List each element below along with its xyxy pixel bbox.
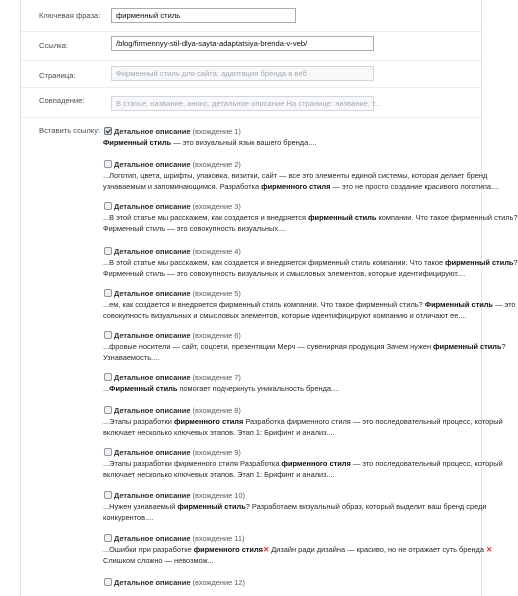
occurrence-header[interactable] [97,373,479,383]
snippet-text: Фирменный стиль — это совокупность визуальных и смысловых элементов, которые идентифицируют.... [103,269,466,278]
occurrence-header[interactable] [97,160,479,170]
match-label: Совпадение: [39,96,85,105]
snippet-keyword: фирменный стиль [308,213,377,222]
occurrence-header[interactable] [97,331,479,341]
occurrence-snippet-line [103,212,518,223]
link-input[interactable]: /blog/firmennyy-stil-dlya-sayta-adaptatsiya-brenda-v-veb/ [111,36,374,51]
snippet-text: Фирменный стиль — это совокупность визуальных.... [103,224,287,233]
occurrence-item [97,406,503,438]
page-row [20,61,481,88]
occurrence-snippet-line [103,341,506,352]
occurrence-checkbox[interactable] [104,289,112,297]
occurrence-header[interactable] [97,406,479,416]
occurrence-snippet-line [103,458,503,469]
occurrence-title: Детальное описание [114,491,191,500]
occurrence-title: Детальное описание [114,373,191,382]
occurrence-checkbox[interactable] [104,127,112,135]
occurrence-header[interactable] [97,448,479,458]
match-field[interactable]: В статье: название, анонс, детальное описание На странице: название, т... [111,96,374,111]
red-cross-icon: ✕ [486,545,493,554]
occurrence-number: (вхождение 12) [192,578,245,587]
page-field[interactable]: Фирменный стиль для сайта: адаптация бренда в веб [111,66,374,81]
occurrence-item [97,247,518,279]
snippet-text: ... [103,384,110,393]
occurrence-number: (вхождение 4) [192,247,241,256]
snippet-text: — это последовательный процесс, который [350,459,503,468]
snippet-keyword: фирменный стиль [177,502,246,511]
red-cross-icon: ✕ [262,545,270,554]
occurrence-checkbox[interactable] [104,202,112,210]
occurrence-title: Детальное описание [114,127,191,136]
occurrence-snippet-line [103,469,479,480]
occurrence-header[interactable] [97,534,479,544]
occurrence-item [97,448,503,480]
snippet-text: совокупность визуальных и смысловых элементов, которые идентифицируют компанию и отличают ее.... [103,311,467,320]
occurrence-title: Детальное описание [114,247,191,256]
occurrence-header[interactable] [97,127,479,137]
snippet-keyword: фирменный стиль [433,342,502,351]
snippet-text: — это не просто создание красивого логотипа.... [330,182,500,191]
occurrence-title: Детальное описание [114,578,191,587]
occurrence-title: Детальное описание [114,448,191,457]
occurrence-checkbox[interactable] [104,373,112,381]
occurrence-snippet-line [103,383,479,394]
occurrence-number: (вхождение 1) [192,127,241,136]
occurrence-checkbox[interactable] [104,406,112,414]
snippet-text: ...фровые носители — сайт, соцсети, презентации Мерч — сувенирная продукция Зачем нужен [103,342,434,351]
occurrence-number: (вхождение 2) [192,160,241,169]
occurrence-checkbox[interactable] [104,491,112,499]
snippet-text: Узнаваемость.... [103,353,160,362]
snippet-text: ...В этой статье мы расскажем, как создается и внедряется фирменный стиль компании. Что такое [103,258,446,267]
occurrence-checkbox[interactable] [104,331,112,339]
occurrence-snippet-line [103,223,479,234]
occurrence-snippet-line [103,170,488,181]
occurrence-snippet-line [103,181,500,192]
occurrence-snippet-line [103,544,493,555]
snippet-text: ? [501,342,506,351]
insert-link-label: Вставить ссылку: [39,126,101,135]
occurrence-number: (вхождение 10) [192,491,245,500]
occurrence-checkbox[interactable] [104,160,112,168]
occurrence-title: Детальное описание [114,534,191,543]
snippet-text: ...В этой статье мы расскажем, как создается и внедряется [103,213,309,222]
occurrence-number: (вхождение 8) [192,406,241,415]
occurrence-header[interactable] [97,491,479,501]
occurrence-snippet-line [103,299,516,310]
occurrence-title: Детальное описание [114,160,191,169]
occurrence-snippet-line [103,352,479,363]
occurrence-item [97,373,479,394]
occurrence-item [97,289,516,321]
snippet-text: ? [513,258,518,267]
occurrence-snippet-line [103,512,479,523]
key-phrase-row [20,0,481,32]
occurrence-header[interactable] [97,578,479,588]
occurrence-title: Детальное описание [114,289,191,298]
occurrence-item [97,534,493,566]
occurrence-item [97,578,479,588]
snippet-keyword: фирменного стиля [261,182,331,191]
key-phrase-label: Ключевая фраза: [39,11,101,20]
occurrence-item [97,160,500,192]
occurrence-title: Детальное описание [114,202,191,211]
snippet-text: ...Логотип, цвета, шрифты, упаковка, визитки, сайт — все это элементы единой системы, которая делает бренд [103,171,488,180]
occurrence-snippet-line [103,427,479,438]
occurrence-snippet-line [103,268,479,279]
occurrence-item [97,491,487,523]
occurrence-number: (вхождение 11) [192,534,245,543]
snippet-text: — это [492,300,516,309]
snippet-text: конкурентов.... [103,513,154,522]
occurrence-snippet-line [103,310,479,321]
occurrence-item [97,202,518,234]
snippet-text: помогает подчеркнуть уникальность бренда.... [177,384,340,393]
snippet-text: Дизайн ради дизайна — красиво, но не отражает суть бренда [269,545,487,554]
link-label: Ссылка: [39,41,68,50]
occurrence-item [97,331,506,363]
key-phrase-input[interactable]: фирменный стиль [111,8,296,23]
occurrence-number: (вхождение 6) [192,331,241,340]
occurrence-header[interactable] [97,247,479,257]
snippet-text: — это визуальный язык вашего бренда.... [171,138,317,147]
occurrence-header[interactable] [97,289,479,299]
occurrence-number: (вхождение 9) [192,448,241,457]
snippet-keyword: фирменного стиля [193,545,263,554]
snippet-keyword: фирменный стиль [445,258,514,267]
page-label: Страница: [39,71,76,80]
snippet-text: включает несколько ключевых этапов. Этап 1: Брифинг и анализ.... [103,428,335,437]
match-row [20,88,481,118]
occurrence-snippet-line [103,137,479,148]
occurrence-snippet-line [103,257,518,268]
occurrence-checkbox[interactable] [104,578,112,586]
occurrence-number: (вхождение 5) [192,289,241,298]
snippet-text: ...Ошибки при разработке [103,545,194,554]
snippet-text: ? Разработаем визуальный образ, который выделит ваш бренд среди [245,502,487,511]
occurrence-title: Детальное описание [114,331,191,340]
occurrence-item [97,127,479,148]
occurrence-snippet-line [103,555,479,566]
occurrence-snippet-line [103,416,503,427]
snippet-keyword: Фирменный стиль [109,384,178,393]
occurrence-number: (вхождение 7) [192,373,241,382]
snippet-text: Разработка фирменного стиля — это последовательный процесс, который [243,417,503,426]
snippet-keyword: Фирменный стиль [424,300,493,309]
occurrence-snippet-line [103,501,487,512]
snippet-keyword: Фирменный стиль [103,138,172,147]
occurrence-header[interactable] [97,202,479,212]
occurrence-checkbox[interactable] [104,448,112,456]
occurrence-title: Детальное описание [114,406,191,415]
occurrence-checkbox[interactable] [104,247,112,255]
snippet-text: ...Этапы разработки [103,417,174,426]
snippet-keyword: фирменного стиля [173,417,244,426]
snippet-text: компании. Что такое фирменный стиль? [376,213,518,222]
snippet-text: включает несколько ключевых этапов. Этап 1: Брифинг и анализ.... [103,470,335,479]
snippet-text: ...Этапы разработки фирменного стиля Разработка [103,459,282,468]
snippet-keyword: фирменного стиля [281,459,351,468]
occurrence-number: (вхождение 3) [192,202,241,211]
occurrence-checkbox[interactable] [104,534,112,542]
snippet-text: узнаваемым и запоминающимся. Разработка [103,182,262,191]
link-row [20,32,481,61]
snippet-text: ...ем, как создается и внедряется фирменный стиль компании. Что такое фирменный стиль? [103,300,425,309]
snippet-text: Слишком сложно — невозмож... [103,556,214,565]
snippet-text: ...Нужен узнаваемый [103,502,178,511]
